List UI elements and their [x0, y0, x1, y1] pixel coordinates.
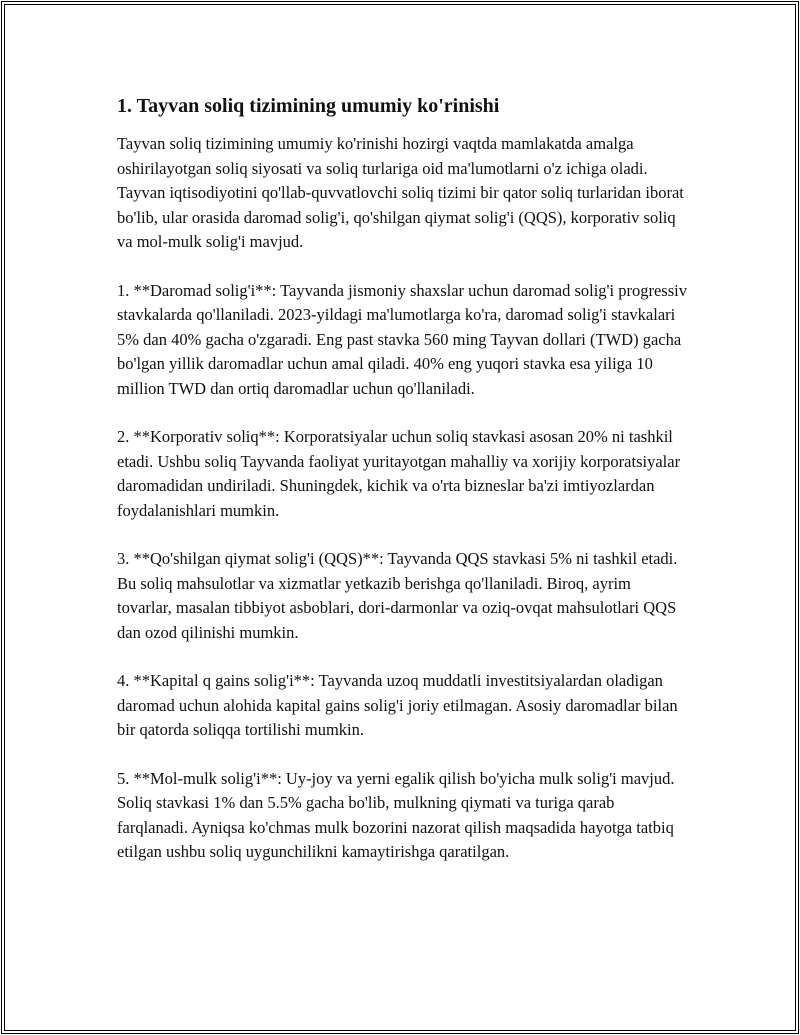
capital-gains-paragraph: 4. **Kapital q gains solig'i**: Tayvanda uzoq muddatli investitsiyalardan oladigan daromad uchun alohida kapital gains solig'i joriy etilmagan. Asosiy daromadlar bilan bir qatorda soliqqa tortilishi mumkin. [117, 671, 678, 739]
section-heading: 1. Tayvan soliq tizimining umumiy ko'rinishi [117, 95, 500, 117]
property-tax-paragraph: 5. **Mol-mulk solig'i**: Uy-joy va yerni egalik qilish bo'yicha mulk solig'i mavjud. Soliq stavkasi 1% dan 5.5% gacha bo'lib, mulkning qiymati va turiga qarab farqlanadi. Ayniqsa ko'chmas mulk bozorini nazorat qilish maqsadida hayotga tatbiq etilgan ushbu soliq uygunchilikni kamaytirishga qaratilgan. [117, 768, 675, 861]
vat-paragraph: 3. **Qo'shilgan qiymat solig'i (QQS)**: Tayvanda QQS stavkasi 5% ni tashkil etadi. Bu soliq mahsulotlar va xizmatlar yetkazib berishga qo'llaniladi. Biroq, ayrim tovarlar, masalan tibbiyot asboblari, dori-darmonlar va oziq-ovqat mahsulotlari QQS dan ozod qilinishi mumkin. [117, 549, 678, 642]
corporate-tax-paragraph: 2. **Korporativ soliq**: Korporatsiyalar uchun soliq stavkasi asosan 20% ni tashkil etadi. Ushbu soliq Tayvanda faoliyat yuritayotgan mahalliy va xorijiy korporatsiyalar daromadidan undiriladi. Shuningdek, kichik va o'rta bizneslar ba'zi imtiyozlardan foydalanishlari mumkin. [117, 427, 681, 520]
income-tax-paragraph: 1. **Daromad solig'i**: Tayvanda jismoniy shaxslar uchun daromad solig'i progressiv stavkalarda qo'llaniladi. 2023-yildagi ma'lumotlarga ko'ra, daromad solig'i stavkalari 5% dan 40% gacha o'zgaradi. Eng past stavka 560 ming Tayvan dollari (TWD) gacha bo'lgan yillik daromadlar uchun amal qiladi. 40% eng yuqori stavka esa yiliga 10 million TWD dan ortiq daromadlar uchun qo'llaniladi. [117, 280, 687, 398]
document-body [117, 92, 687, 889]
intro-paragraph: Tayvan soliq tizimining umumiy ko'rinishi hozirgi vaqtda mamlakatda amalga oshirilayotgan soliq siyosati va soliq turlariga oid ma'lumotlarni o'z ichiga oladi. Tayvan iqtisodiyotini qo'llab-quvvatlovchi soliq tizimi bir qator soliq turlaridan iborat bo'lib, ular orasida daromad solig'i, qo'shilgan qiymat solig'i (QQS), korporativ soliq va mol-mulk solig'i mavjud. [117, 134, 684, 251]
